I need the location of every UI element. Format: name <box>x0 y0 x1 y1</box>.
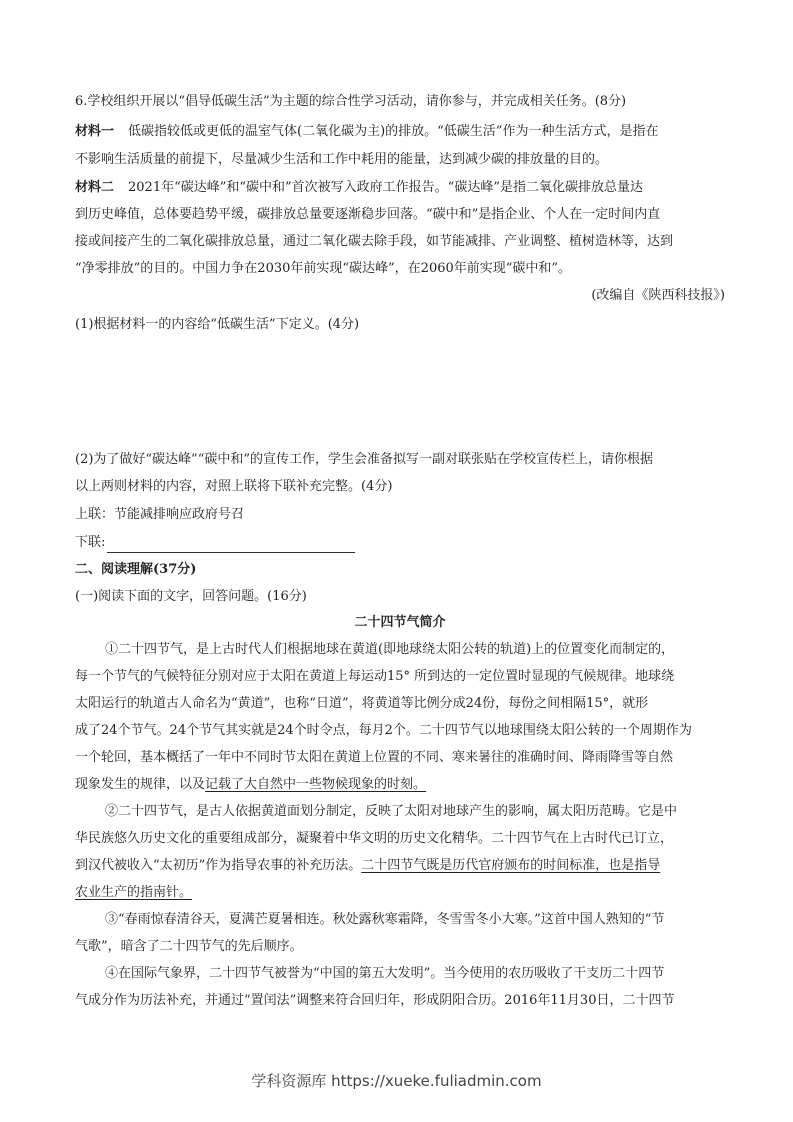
material-1-line-1: 材料一 低碳指较低或更低的温室气体(二氧化碳为主)的排放。“低碳生活”作为一种生活方式，是指在 <box>75 124 659 139</box>
source-citation: (改编自《陕西科技报》) <box>591 288 725 303</box>
underlined-sentence-2: 二十四节气既是历代官府颁布的时间标准，也是指导 <box>361 858 661 873</box>
para-1-line-2: 每一个节气的气候特征分别对应于太阳在黄道上每运动15° 所到达的一定位置时显现的气候规律。地球绕 <box>75 669 675 684</box>
lower-couplet-label: 下联: <box>75 535 106 550</box>
material-1-label: 材料一 <box>75 124 115 139</box>
section-2-title: 二、阅读理解(37分) <box>75 562 197 577</box>
sub-question-2-line-1: (2)为了做好“碳达峰”“碳中和”的宣传工作，学生会准备拟写一副对联张贴在学校宣传栏上，请你根据 <box>75 452 653 467</box>
para-1-line-6: 现象发生的规律，以及记载了大自然中一些物候现象的时刻。 <box>75 777 427 792</box>
para-1-line-3: 太阳运行的轨道古人命名为“黄道”，也称“日道”，将黄道等比例分成24份，每份之间相隔15°，就形 <box>75 696 649 711</box>
upper-couplet: 上联：节能减排响应政府号召 <box>75 507 245 522</box>
para-3-line-2: 气歌”，暗含了二十四节气的先后顺序。 <box>75 939 303 954</box>
question-6-title: 6.学校组织开展以“倡导低碳生活”为主题的综合性学习活动，请你参与，并完成相关任务。(8分) <box>75 94 627 109</box>
lower-couplet-row <box>75 533 725 553</box>
material-1-line-2: 不影响生活质量的前提下，尽量减少生活和工作中耗用的能量，达到减少碳的排放量的目的。 <box>75 152 609 167</box>
sub-question-1: (1)根据材料一的内容给“低碳生活”下定义。(4分) <box>75 317 360 332</box>
lower-couplet-answer-blank[interactable] <box>107 538 355 553</box>
part-1-instruction: (一)阅读下面的文字，回答问题。(16分) <box>75 589 307 604</box>
para-1-line-4: 成了24个节气。24个节气其实就是24个时令点，每月2个。二十四节气以地球围绕太阳公转的一个周期作为 <box>75 723 692 738</box>
underlined-sentence-2-end: 农业生产的指南针。 <box>75 885 193 900</box>
sub-question-2-line-2: 以上两则材料的内容，对照上联将下联补充完整。(4分) <box>75 479 393 494</box>
para-4-line-1: ④在国际气象界，二十四节气被誉为“中国的第五大发明”。当今使用的农历吸收了干支历二十四节 <box>105 966 665 981</box>
para-2-line-4 <box>75 883 725 903</box>
para-3-line-1: ③“春雨惊春清谷天，夏满芒夏暑相连。秋处露秋寒霜降，冬雪雪冬小大寒。”这首中国人熟知的“节 <box>105 912 665 927</box>
para-2-line-2: 华民族悠久历史文化的重要组成部分，凝聚着中华文明的历史文化精华。二十四节气在上古时代已订立， <box>75 831 674 846</box>
para-2-line-1: ②二十四节气，是古人依据黄道面划分制定，反映了太阳对地球产生的影响，属太阳历范畴。它是中 <box>105 804 678 819</box>
material-2-line-3: 接或间接产生的二氧化碳排放总量，通过二氧化碳去除手段，如节能减排、产业调整、植树造林等，达到 <box>75 234 674 249</box>
material-2-line-4: “净零排放”的目的。中国力争在2030年前实现“碳达峰”，在2060年前实现“碳中和”。 <box>75 261 572 276</box>
material-2-line-2: 到历史峰值，总体要趋势平缓，碳排放总量要逐渐稳步回落。“碳中和”是指企业、个人在一定时间内直 <box>75 207 661 222</box>
article-title: 二十四节气简介 <box>354 615 446 630</box>
underlined-sentence-1: 记载了大自然中一些物候现象的时刻。 <box>205 777 427 792</box>
material-2-line-1: 材料二 2021年“碳达峰”和“碳中和”首次被写入政府工作报告。“碳达峰”是指二氧化碳排放总量达 <box>75 180 643 195</box>
para-2-line-3: 到汉代被收入“太初历”作为指导农事的补充历法。二十四节气既是历代官府颁布的时间标准，也是指导 <box>75 858 661 873</box>
footer-watermark: 学科资源库 https://xueke.fuliadmin.com <box>251 1072 542 1090</box>
material-2-label: 材料二 <box>75 180 115 195</box>
para-1-line-1: ①二十四节气，是上古时代人们根据地球在黄道(即地球绕太阳公转的轨道)上的位置变化而制定的， <box>105 642 675 657</box>
para-1-line-5: 一个轮回，基本概括了一年中不同时节太阳在黄道上位置的不同、寒来暑往的准确时间、降雨降雪等自然 <box>75 750 674 765</box>
para-4-line-2: 气成分作为历法补充，并通过“置闰法”调整来符合回归年，形成阴阳合历。2016年11月30日，二十四节 <box>75 993 675 1008</box>
